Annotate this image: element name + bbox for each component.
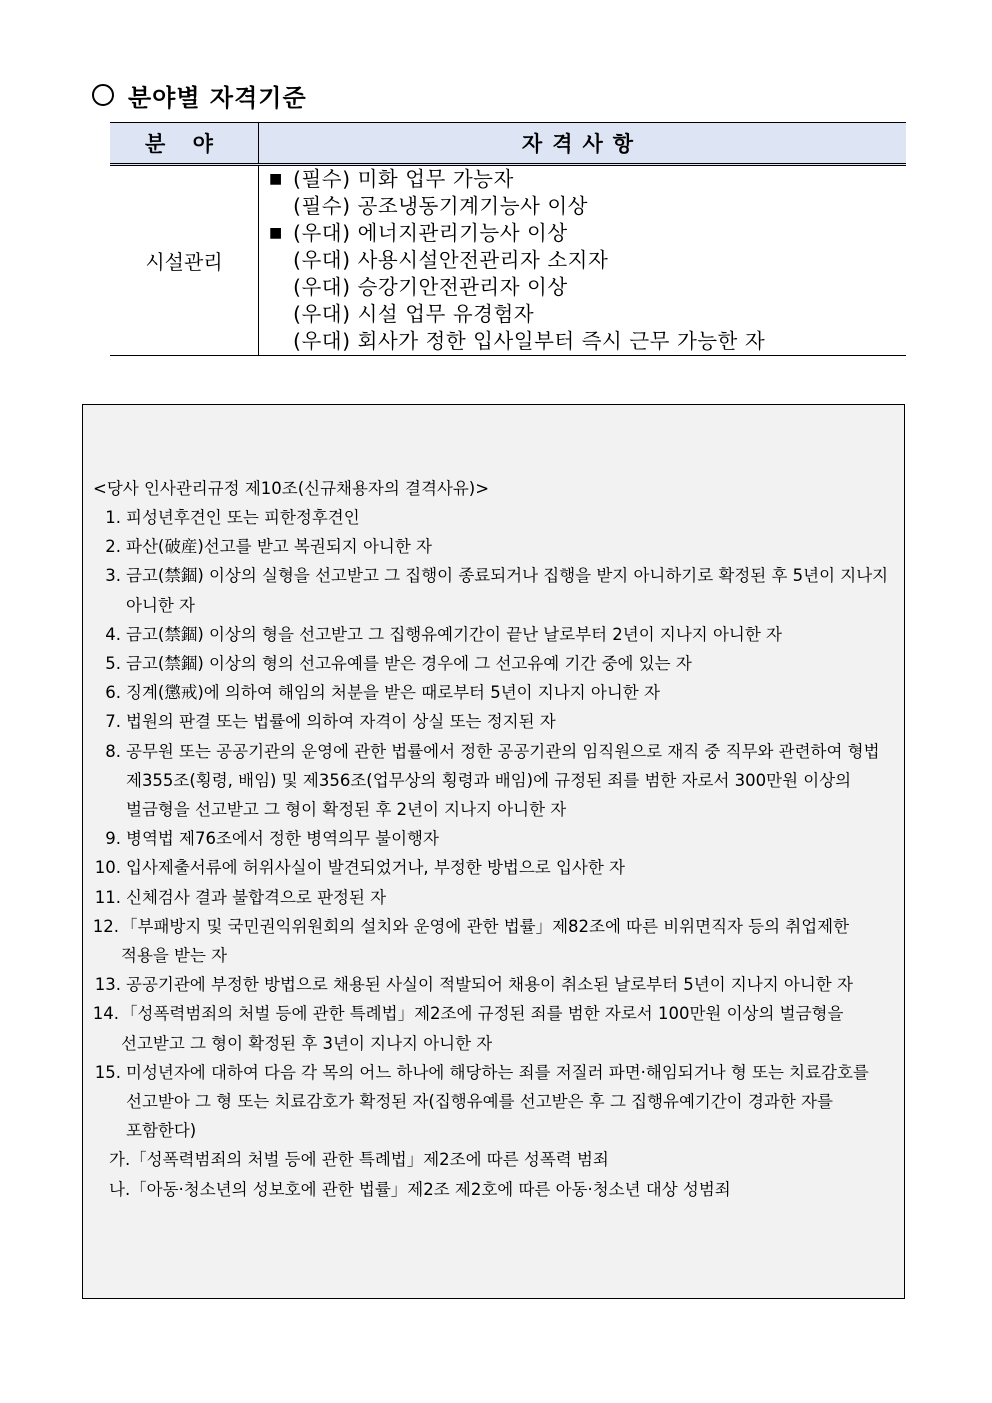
disqualification-heading: <당사 인사관리규정 제10조(신규채용자의 결격사유)>	[93, 479, 490, 498]
table-row	[110, 165, 906, 356]
list-item: 13. 공공기관에 부정한 방법으로 채용된 사실이 적발되어 채용이 취소된 날로부터 5년이 지나지 아니한 자	[94, 975, 853, 995]
qualification-item: (우대) 시설 업무 유경험자	[293, 302, 535, 326]
qualification-table	[110, 122, 906, 356]
list-item: 7. 법원의 판결 또는 법률에 의하여 자격이 상실 또는 정지된 자	[105, 712, 556, 732]
list-item: 15. 미성년자에 대하여 다음 각 목의 어느 하나에 해당하는 죄를 저질러 파면·해임되거나 형 또는 치료감호를 선고받아 그 형 또는 치료감호가 확정된 자(집행유예를 선고받은 후 그 집행유예기간이 경과한 자를 포함한다)	[94, 1062, 869, 1141]
table-header-row	[110, 123, 906, 165]
square-bullet-icon: ■	[269, 225, 283, 241]
sub-list-item: 나.「아동·청소년의 성보호에 관한 법률」제2조 제2호에 따른 아동·청소년 대상 성범죄	[109, 1179, 731, 1199]
list-item: 6. 징계(懲戒)에 의하여 해임의 처분을 받은 때로부터 5년이 지나지 아니한 자	[105, 683, 660, 703]
list-item: 12. 「부패방지 및 국민권익위원회의 설치와 운영에 관한 법률」제82조에 따른 비위면직자 등의 취업제한 적용을 받는 자	[92, 916, 850, 966]
qualification-item: (필수) 공조냉동기계기능사 이상	[293, 194, 588, 218]
disqualification-list	[91, 503, 899, 1204]
list-item: 2. 파산(破産)선고를 받고 복권되지 아니한 자	[105, 537, 432, 557]
qualification-item: (우대) 회사가 정한 입사일부터 즉시 근무 가능한 자	[293, 329, 766, 353]
qualification-item: (우대) 승강기안전관리자 이상	[293, 275, 568, 299]
header-qualifications: 자격사항	[259, 123, 907, 165]
disqualification-box	[82, 404, 905, 1299]
list-item: 3. 금고(禁錮) 이상의 실형을 선고받고 그 집행이 종료되거나 집행을 받지 아니하기로 확정된 후 5년이 지나지 아니한 자	[105, 566, 889, 615]
list-item: 11. 신체검사 결과 불합격으로 판정된 자	[94, 887, 387, 907]
qualifications-cell	[259, 165, 907, 356]
qualification-item: (우대) 사용시설안전관리자 소지자	[293, 248, 609, 272]
section-title	[92, 78, 307, 112]
header-field: 분 야	[110, 123, 259, 165]
list-item: 4. 금고(禁錮) 이상의 형을 선고받고 그 집행유예기간이 끝난 날로부터 2년이 지나지 아니한 자	[105, 624, 782, 644]
sub-list-item: 가.「성폭력범죄의 처벌 등에 관한 특례법」제2조에 따른 성폭력 범죄	[109, 1150, 609, 1170]
list-item: 5. 금고(禁錮) 이상의 형의 선고유예를 받은 경우에 그 선고유예 기간 중에 있는 자	[105, 654, 692, 674]
section-title-text: 분야별 자격기준	[128, 82, 307, 112]
field-cell: 시설관리	[110, 165, 259, 356]
qualification-list	[259, 166, 906, 355]
circle-icon	[92, 84, 114, 106]
square-bullet-icon: ■	[269, 171, 283, 187]
list-item: 10. 입사제출서류에 허위사실이 발견되었거나, 부정한 방법으로 입사한 자	[94, 858, 625, 878]
list-item: 9. 병역법 제76조에서 정한 병역의무 불이행자	[105, 829, 439, 849]
list-item: 1. 피성년후견인 또는 피한정후견인	[105, 508, 360, 527]
list-item: 14. 「성폭력범죄의 처벌 등에 관한 특례법」제2조에 규정된 죄를 범한 자로서 100만원 이상의 벌금형을 선고받고 그 형이 확정된 후 3년이 지나지 아니한 자	[92, 1004, 844, 1053]
list-item: 8. 공무원 또는 공공기관의 운영에 관한 법률에서 정한 공공기관의 임직원으로 재직 중 직무와 관련하여 형법 제355조(횡령, 배임) 및 제356조(업무상의 횡령과 배임)에 규정된 죄를 범한 자로서 300만원 이상의 벌금형을 선고받고 그 형이 확정된 후 2년이 지나지 아니한 자	[105, 741, 880, 820]
qualification-item: ■ (필수) 미화 업무 가능자	[269, 167, 514, 191]
qualification-item: ■ (우대) 에너지관리기능사 이상	[269, 221, 568, 245]
